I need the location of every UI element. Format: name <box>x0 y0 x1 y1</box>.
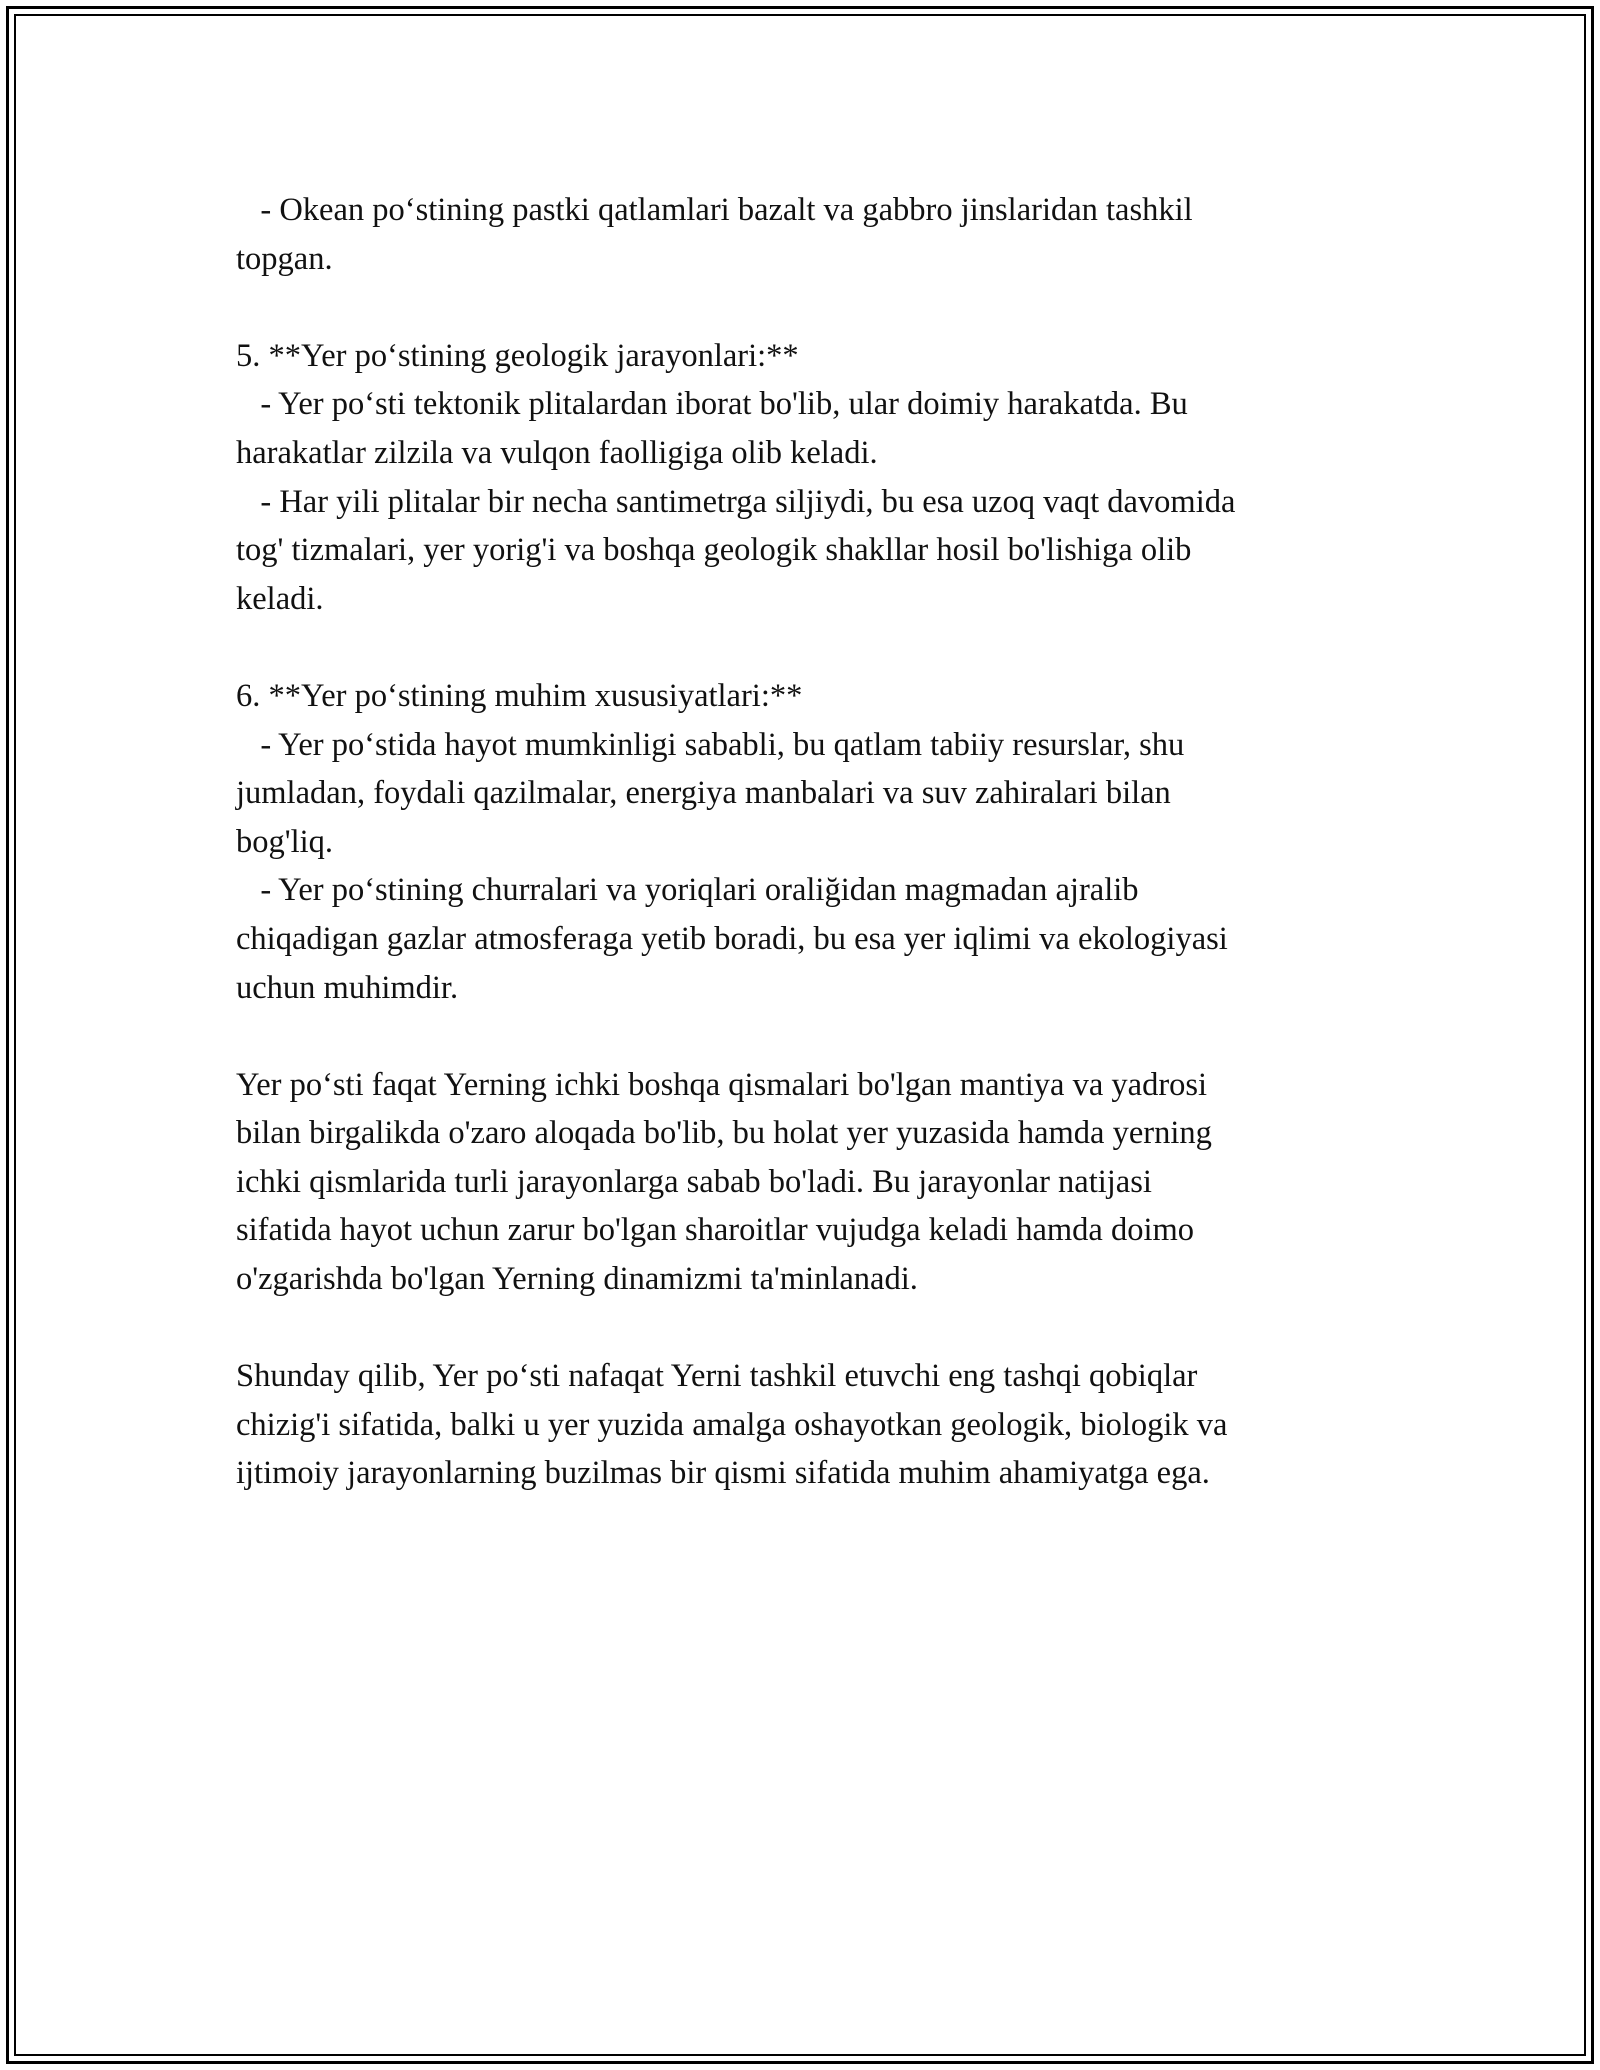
text-line: - Okean po‘stining pastki qatlamlari bazalt va gabbro jinslaridan tashkil <box>236 192 1193 228</box>
text-line: - Yer po‘stining churralari va yoriqlari oraliğidan magmadan ajralib <box>236 872 1139 909</box>
text-line: harakatlar zilzila va vulqon faolligiga olib keladi. <box>236 434 878 471</box>
section-6-heading: 6. **Yer po‘stining muhim xususiyatlari:** <box>236 677 803 714</box>
text-line: keladi. <box>236 580 324 617</box>
section-5-heading: 5. **Yer po‘stining geologik jarayonlari:** <box>236 337 799 374</box>
text-line: tog' tizmalari, yer yorig'i va boshqa geologik shakllar hosil bo'lishiga olib <box>236 532 1192 569</box>
paragraph-spacer <box>236 1012 1376 1061</box>
text-line: Yer po‘sti faqat Yerning ichki boshqa qismalari bo'lgan mantiya va yadrosi <box>236 1066 1208 1103</box>
text-line: uchun muhimdir. <box>236 969 459 1006</box>
text-line: topgan. <box>236 240 333 277</box>
paragraph-spacer <box>236 1304 1376 1353</box>
text-line: o'zgarishda bo'lgan Yerning dinamizmi ta'minlanadi. <box>236 1261 918 1298</box>
text-line: - Yer po‘stida hayot mumkinligi sababli, bu qatlam tabiiy resurslar, shu <box>236 726 1185 763</box>
paragraph-spacer <box>236 623 1376 672</box>
text-line: ijtimoiy jarayonlarning buzilmas bir qismi sifatida muhim ahamiyatga ega. <box>236 1455 1210 1492</box>
text-line: Shunday qilib, Yer po‘sti nafaqat Yerni tashkil etuvchi eng tashqi qobiqlar <box>236 1358 1198 1395</box>
text-line: chizig'i sifatida, balki u yer yuzida amalga oshayotkan geologik, biologik va <box>236 1406 1228 1443</box>
text-line: - Har yili plitalar bir necha santimetrga siljiydi, bu esa uzoq vaqt davomida <box>236 483 1236 520</box>
text-line: jumladan, foydali qazilmalar, energiya manbalari va suv zahiralari bilan <box>236 775 1171 812</box>
text-line: ichki qismlarida turli jarayonlarga sabab bo'ladi. Bu jarayonlar natijasi <box>236 1163 1152 1200</box>
text-line: bilan birgalikda o'zaro aloqada bo'lib, bu holat yer yuzasida hamda yerning <box>236 1115 1212 1152</box>
text-line: chiqadigan gazlar atmosferaga yetib boradi, bu esa yer iqlimi va ekologiyasi <box>236 920 1228 957</box>
paragraph-spacer <box>236 283 1376 332</box>
document-body <box>236 186 1376 1498</box>
text-line: sifatida hayot uchun zarur bo'lgan sharoitlar vujudga keladi hamda doimo <box>236 1212 1195 1249</box>
text-line: bog'liq. <box>236 823 334 860</box>
text-line: - Yer po‘sti tektonik plitalardan iborat bo'lib, ular doimiy harakatda. Bu <box>236 386 1188 423</box>
